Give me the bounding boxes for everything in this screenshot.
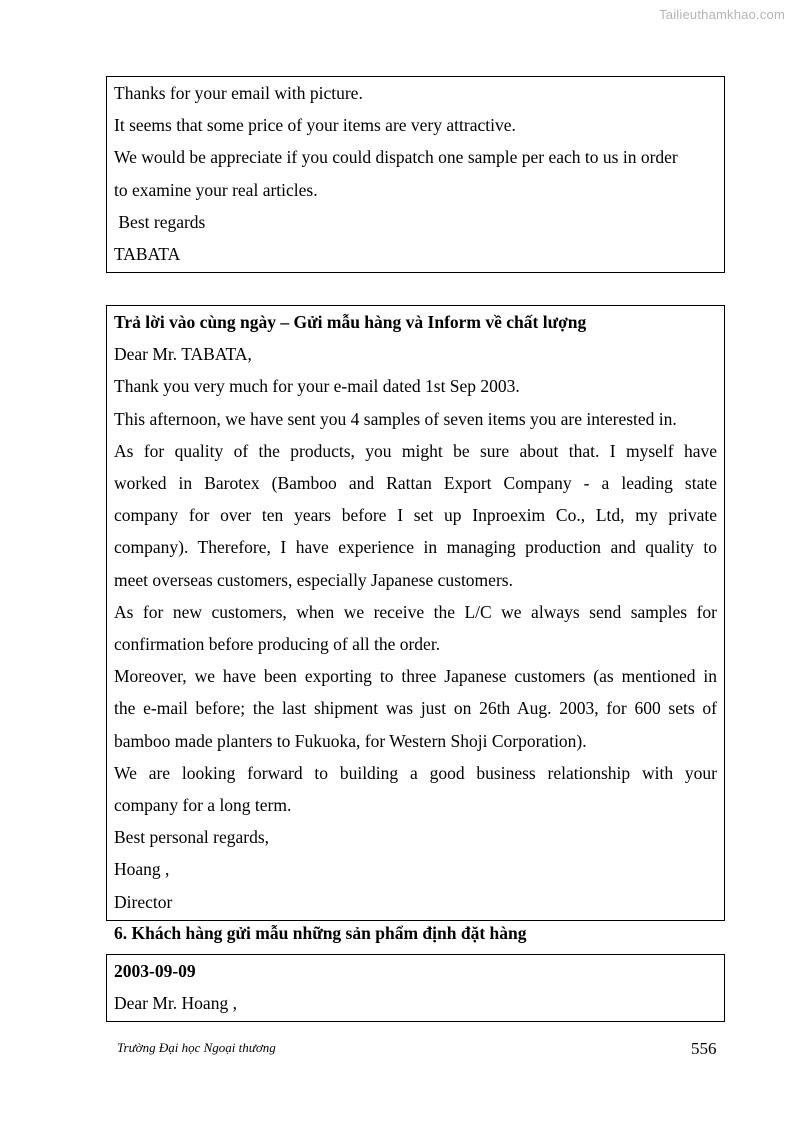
text-line: bamboo made planters to Fukuoka, for Western Shoji Corporation). xyxy=(114,730,587,751)
text-line: meet overseas customers, especially Japanese customers. xyxy=(114,569,513,590)
text-line: We are looking forward to building a good business relationship with your xyxy=(114,762,717,783)
text-line: worked in Barotex (Bamboo and Rattan Export Company - a leading state xyxy=(114,473,717,494)
email-date: 2003-09-09 xyxy=(114,961,196,981)
text-line: company for a long term. xyxy=(114,795,292,816)
email-box-reply xyxy=(106,305,725,921)
email-box-customer xyxy=(106,954,725,1022)
signature-line: TABATA xyxy=(114,244,181,265)
page-number: 556 xyxy=(691,1039,717,1058)
text-line: confirmation before producing of all the order. xyxy=(114,634,441,655)
text-line: We would be appreciate if you could dispatch one sample per each to us in order xyxy=(114,147,678,168)
text-line: Dear Mr. TABATA, xyxy=(114,344,252,365)
text-line: As for quality of the products, you might be sure about that. I myself have xyxy=(114,440,717,461)
text-line: Moreover, we have been exporting to three Japanese customers (as mentioned in xyxy=(114,666,717,687)
footer-school-name: Trường Đại học Ngoại thương xyxy=(117,1040,276,1055)
text-line: Best personal regards, xyxy=(114,827,270,848)
text-line: Thank you very much for your e-mail dated 1st Sep 2003. xyxy=(114,376,520,397)
text-line: company for over ten years before I set up Inproexim Co., Ltd, my private xyxy=(114,505,717,526)
text-line: This afternoon, we have sent you 4 samples of seven items you are interested in. xyxy=(114,408,677,429)
email-box-tabata xyxy=(106,76,725,273)
text-line: It seems that some price of your items are very attractive. xyxy=(114,115,516,136)
text-line: Thanks for your email with picture. xyxy=(114,83,363,103)
section-heading: 6. Khách hàng gửi mẫu những sản phẩm định đặt hàng xyxy=(114,923,527,943)
text-line: Best regards xyxy=(114,211,206,232)
text-line: Hoang , xyxy=(114,859,170,880)
email-greeting: Dear Mr. Hoang , xyxy=(114,993,237,1014)
reply-title: Trả lời vào cùng ngày – Gửi mẫu hàng và Inform về chất lượng xyxy=(114,312,587,332)
text-line: As for new customers, when we receive the L/C we always send samples for xyxy=(114,601,717,622)
text-line: the e-mail before; the last shipment was just on 26th Aug. 2003, for 600 sets of xyxy=(114,698,717,719)
text-line: company). Therefore, I have experience in managing production and quality to xyxy=(114,537,717,558)
watermark-text: Tailieuthamkhao.com xyxy=(659,7,785,22)
signature-line: Director xyxy=(114,891,173,912)
text-line: to examine your real articles. xyxy=(114,179,318,200)
